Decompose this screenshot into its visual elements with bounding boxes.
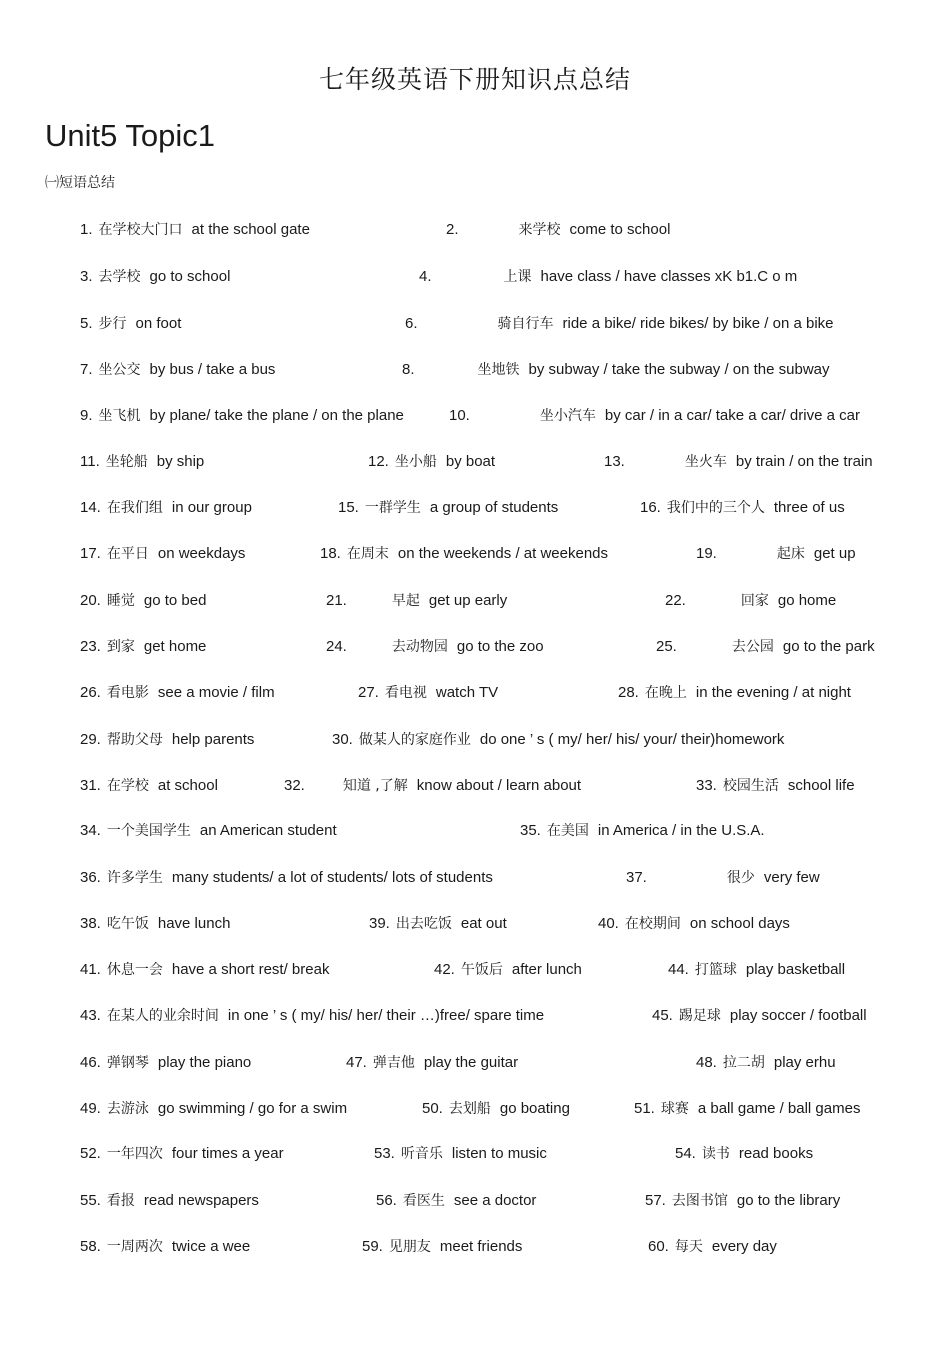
phrase-chinese: 读书	[701, 1146, 730, 1162]
phrase-english: play the guitar	[423, 1054, 519, 1071]
phrase-row	[0, 497, 950, 519]
phrase-item	[419, 266, 797, 288]
phrase-item	[665, 590, 836, 612]
phrase-chinese: 去学校	[98, 269, 141, 285]
phrase-number: 13.	[604, 453, 625, 470]
phrase-item	[80, 405, 404, 427]
phrase-english: a group of students	[429, 499, 559, 516]
phrase-number: 1.	[80, 221, 93, 238]
phrase-chinese: 一个美国学生	[106, 823, 191, 839]
phrase-english: on weekdays	[157, 545, 246, 562]
phrase-chinese: 知道 ,了解	[342, 778, 408, 794]
document-title: 七年级英语下册知识点总结	[318, 65, 631, 94]
phrase-chinese: 校园生活	[722, 778, 779, 794]
phrase-item	[338, 497, 558, 519]
phrase-number: 26.	[80, 684, 101, 701]
phrase-english: get up	[813, 545, 856, 562]
phrase-chinese: 来学校	[518, 222, 561, 238]
phrase-english: after lunch	[511, 961, 582, 978]
phrase-chinese: 许多学生	[106, 870, 163, 886]
section-label: ㈠短语总结	[45, 175, 115, 191]
phrase-number: 50.	[422, 1100, 443, 1117]
phrase-row	[0, 1005, 950, 1027]
phrase-number: 54.	[675, 1145, 696, 1162]
phrase-number: 35.	[520, 822, 541, 839]
phrase-item	[80, 1052, 251, 1074]
phrase-number: 55.	[80, 1192, 101, 1209]
phrase-number: 20.	[80, 592, 101, 609]
phrase-english: on foot	[135, 315, 182, 332]
phrase-english: by car / in a car/ take a car/ drive a car	[604, 407, 860, 424]
phrase-number: 8.	[402, 361, 415, 378]
phrase-english: in America / in the U.S.A.	[597, 822, 765, 839]
phrase-number: 33.	[696, 777, 717, 794]
phrase-chinese: 一群学生	[364, 500, 421, 516]
phrase-english: watch TV	[435, 684, 499, 701]
phrase-chinese: 看医生	[402, 1193, 445, 1209]
phrase-number: 32.	[284, 777, 305, 794]
phrase-chinese: 一年四次	[106, 1146, 163, 1162]
phrase-item	[284, 775, 581, 797]
phrase-english: by ship	[156, 453, 205, 470]
phrase-item	[80, 1098, 347, 1120]
phrase-chinese: 在平日	[106, 546, 149, 562]
phrase-row	[0, 219, 950, 241]
phrase-english: read newspapers	[143, 1192, 259, 1209]
phrase-number: 30.	[332, 731, 353, 748]
phrase-number: 47.	[346, 1054, 367, 1071]
phrase-number: 2.	[446, 221, 459, 238]
phrase-english: at the school gate	[191, 221, 310, 238]
phrase-chinese: 见朋友	[388, 1239, 431, 1255]
phrase-row	[0, 636, 950, 658]
phrase-row	[0, 451, 950, 473]
phrase-chinese: 去游泳	[106, 1101, 149, 1117]
phrase-item	[80, 451, 204, 473]
phrase-item	[332, 729, 784, 751]
phrase-chinese: 看报	[106, 1193, 135, 1209]
phrase-number: 46.	[80, 1054, 101, 1071]
phrase-number: 29.	[80, 731, 101, 748]
phrase-row	[0, 1236, 950, 1258]
phrase-item	[648, 1236, 777, 1258]
phrase-row	[0, 1190, 950, 1212]
phrase-item	[80, 219, 310, 241]
phrase-english: come to school	[569, 221, 671, 238]
phrase-english: meet friends	[439, 1238, 523, 1255]
phrase-row	[0, 405, 950, 427]
phrase-item	[80, 497, 252, 519]
phrase-item	[434, 959, 582, 981]
phrase-english: on school days	[689, 915, 790, 932]
phrase-chinese: 出去吃饭	[395, 916, 452, 932]
phrase-item	[446, 219, 670, 241]
phrase-chinese: 坐地铁	[477, 362, 520, 378]
phrase-english: go to school	[149, 268, 231, 285]
phrase-chinese: 帮助父母	[106, 732, 163, 748]
phrase-number: 6.	[405, 315, 418, 332]
phrase-number: 42.	[434, 961, 455, 978]
phrase-chinese: 在我们组	[106, 500, 163, 516]
phrase-chinese: 睡觉	[106, 593, 135, 609]
phrase-item	[80, 867, 493, 889]
phrase-chinese: 很少	[726, 870, 755, 886]
phrase-item	[80, 820, 337, 842]
phrase-chinese: 看电影	[106, 685, 149, 701]
phrase-number: 34.	[80, 822, 101, 839]
phrase-number: 37.	[626, 869, 647, 886]
phrase-english: go to the library	[736, 1192, 841, 1209]
phrase-chinese: 回家	[740, 593, 769, 609]
phrase-number: 51.	[634, 1100, 655, 1117]
phrase-row	[0, 590, 950, 612]
phrase-number: 39.	[369, 915, 390, 932]
phrase-item	[668, 959, 845, 981]
phrase-row	[0, 775, 950, 797]
phrase-row	[0, 867, 950, 889]
phrase-item	[346, 1052, 518, 1074]
phrase-item	[80, 1005, 544, 1027]
phrase-english: by subway / take the subway / on the subway	[528, 361, 830, 378]
phrase-chinese: 看电视	[384, 685, 427, 701]
phrase-number: 40.	[598, 915, 619, 932]
phrase-item	[80, 682, 275, 704]
phrase-english: by train / on the train	[735, 453, 873, 470]
phrase-chinese: 弹吉他	[372, 1055, 415, 1071]
phrase-chinese: 弹钢琴	[106, 1055, 149, 1071]
phrase-english: help parents	[171, 731, 255, 748]
phrase-english: play soccer / football	[729, 1007, 867, 1024]
phrase-chinese: 去图书馆	[671, 1193, 728, 1209]
phrase-english: twice a wee	[171, 1238, 251, 1255]
phrase-english: at school	[157, 777, 218, 794]
phrase-chinese: 坐火车	[684, 454, 727, 470]
phrase-chinese: 听音乐	[400, 1146, 443, 1162]
phrase-number: 28.	[618, 684, 639, 701]
phrase-item	[626, 867, 820, 889]
phrase-number: 44.	[668, 961, 689, 978]
phrase-number: 19.	[696, 545, 717, 562]
phrase-english: go to the park	[782, 638, 875, 655]
phrase-row	[0, 729, 950, 751]
phrase-item	[675, 1143, 813, 1165]
phrase-number: 36.	[80, 869, 101, 886]
phrase-number: 5.	[80, 315, 93, 332]
phrase-row	[0, 1143, 950, 1165]
phrase-english: play basketball	[745, 961, 846, 978]
phrase-item	[80, 543, 245, 565]
phrase-english: do one ’ s ( my/ her/ his/ your/ their)homework	[479, 731, 785, 748]
phrase-item	[320, 543, 608, 565]
phrase-chinese: 在某人的业余时间	[106, 1008, 219, 1024]
phrase-chinese: 球赛	[660, 1101, 689, 1117]
phrase-english: a ball game / ball games	[697, 1100, 861, 1117]
phrase-number: 21.	[326, 592, 347, 609]
phrase-item	[402, 359, 830, 381]
phrase-number: 25.	[656, 638, 677, 655]
phrase-item	[656, 636, 875, 658]
phrase-number: 31.	[80, 777, 101, 794]
phrase-chinese: 吃午饭	[106, 916, 149, 932]
phrase-number: 15.	[338, 499, 359, 516]
phrase-item	[634, 1098, 860, 1120]
phrase-chinese: 在学校	[106, 778, 149, 794]
phrase-chinese: 打篮球	[694, 962, 737, 978]
phrase-english: have lunch	[157, 915, 231, 932]
phrase-row	[0, 1098, 950, 1120]
phrase-item	[645, 1190, 840, 1212]
phrase-chinese: 坐轮船	[105, 454, 148, 470]
phrase-chinese: 在周末	[346, 546, 389, 562]
phrase-item	[368, 451, 495, 473]
phrase-number: 9.	[80, 407, 93, 424]
phrase-number: 23.	[80, 638, 101, 655]
phrase-number: 59.	[362, 1238, 383, 1255]
phrase-english: listen to music	[451, 1145, 547, 1162]
phrase-chinese: 做某人的家庭作业	[358, 732, 471, 748]
unit-heading: Unit5 Topic1	[45, 118, 216, 153]
phrase-row	[0, 313, 950, 335]
phrase-item	[422, 1098, 570, 1120]
phrase-item	[358, 682, 498, 704]
phrase-item	[520, 820, 765, 842]
phrase-chinese: 坐公交	[98, 362, 141, 378]
phrase-english: in one ’ s ( my/ his/ her/ their …)free/ spare time	[227, 1007, 545, 1024]
phrase-item	[449, 405, 860, 427]
phrase-number: 45.	[652, 1007, 673, 1024]
phrase-item	[696, 775, 855, 797]
phrase-item	[80, 1236, 250, 1258]
phrase-chinese: 在校期间	[624, 916, 681, 932]
phrase-number: 7.	[80, 361, 93, 378]
phrase-row	[0, 543, 950, 565]
phrase-item	[80, 775, 218, 797]
phrase-number: 14.	[80, 499, 101, 516]
phrase-english: see a movie / film	[157, 684, 275, 701]
phrase-english: every day	[711, 1238, 777, 1255]
phrase-chinese: 起床	[776, 546, 805, 562]
phrase-row	[0, 1052, 950, 1074]
phrase-row	[0, 913, 950, 935]
phrase-english: by boat	[445, 453, 496, 470]
phrase-number: 18.	[320, 545, 341, 562]
phrase-item	[640, 497, 845, 519]
phrase-number: 3.	[80, 268, 93, 285]
phrase-number: 38.	[80, 915, 101, 932]
phrase-item	[374, 1143, 547, 1165]
phrase-item	[80, 636, 206, 658]
phrase-item	[80, 1143, 284, 1165]
phrase-chinese: 上课	[503, 269, 532, 285]
phrase-row	[0, 820, 950, 842]
phrase-english: school life	[787, 777, 855, 794]
phrase-english: go swimming / go for a swim	[157, 1100, 348, 1117]
phrase-number: 49.	[80, 1100, 101, 1117]
phrase-number: 58.	[80, 1238, 101, 1255]
phrase-item	[369, 913, 507, 935]
phrase-item	[80, 1190, 259, 1212]
phrase-english: many students/ a lot of students/ lots of students	[171, 869, 493, 886]
phrase-chinese: 坐小船	[394, 454, 437, 470]
phrase-english: in our group	[171, 499, 252, 516]
phrase-item	[618, 682, 851, 704]
phrase-number: 60.	[648, 1238, 669, 1255]
phrase-chinese: 在晚上	[644, 685, 687, 701]
phrase-english: have a short rest/ break	[171, 961, 330, 978]
phrase-chinese: 在学校大门口	[98, 222, 183, 238]
phrase-number: 22.	[665, 592, 686, 609]
phrase-number: 52.	[80, 1145, 101, 1162]
phrase-number: 43.	[80, 1007, 101, 1024]
phrase-english: eat out	[460, 915, 507, 932]
phrase-chinese: 坐飞机	[98, 408, 141, 424]
phrase-english: know about / learn about	[416, 777, 582, 794]
phrase-number: 11.	[80, 453, 100, 470]
phrase-chinese: 拉二胡	[722, 1055, 765, 1071]
phrase-number: 12.	[368, 453, 389, 470]
phrase-row	[0, 359, 950, 381]
phrase-chinese: 到家	[106, 639, 135, 655]
phrase-chinese: 午饭后	[460, 962, 503, 978]
phrase-chinese: 在美国	[546, 823, 589, 839]
phrase-english: play erhu	[773, 1054, 836, 1071]
phrase-chinese: 踢足球	[678, 1008, 721, 1024]
phrase-chinese: 一周两次	[106, 1239, 163, 1255]
phrase-english: go boating	[499, 1100, 570, 1117]
phrase-item	[405, 313, 834, 335]
phrase-item	[696, 1052, 836, 1074]
phrase-chinese: 去划船	[448, 1101, 491, 1117]
phrase-number: 4.	[419, 268, 432, 285]
phrase-number: 10.	[449, 407, 470, 424]
phrase-chinese: 早起	[391, 593, 420, 609]
phrase-item	[376, 1190, 536, 1212]
phrase-english: by plane/ take the plane / on the plane	[149, 407, 404, 424]
phrase-english: in the evening / at night	[695, 684, 851, 701]
phrase-item	[80, 266, 230, 288]
phrase-item	[80, 359, 275, 381]
phrase-english: go home	[777, 592, 837, 609]
phrase-english: get home	[143, 638, 207, 655]
phrase-chinese: 坐小汽车	[539, 408, 596, 424]
phrase-item	[80, 729, 254, 751]
phrase-chinese: 去公园	[731, 639, 774, 655]
phrase-item	[696, 543, 856, 565]
phrase-number: 24.	[326, 638, 347, 655]
phrase-item	[80, 913, 230, 935]
phrase-item	[326, 636, 544, 658]
phrase-item	[80, 313, 181, 335]
phrase-english: three of us	[773, 499, 845, 516]
phrase-chinese: 休息一会	[106, 962, 163, 978]
phrase-number: 27.	[358, 684, 379, 701]
phrase-english: go to bed	[143, 592, 207, 609]
phrase-chinese: 我们中的三个人	[666, 500, 765, 516]
phrase-english: go to the zoo	[456, 638, 544, 655]
phrase-number: 41.	[80, 961, 101, 978]
phrase-row	[0, 682, 950, 704]
phrase-english: very few	[763, 869, 820, 886]
phrase-number: 16.	[640, 499, 661, 516]
phrase-english: read books	[738, 1145, 814, 1162]
phrase-item	[80, 959, 329, 981]
phrase-row	[0, 959, 950, 981]
phrase-chinese: 去动物园	[391, 639, 448, 655]
phrase-number: 56.	[376, 1192, 397, 1209]
phrase-chinese: 每天	[674, 1239, 703, 1255]
phrase-english: ride a bike/ ride bikes/ by bike / on a bike	[562, 315, 834, 332]
phrase-number: 17.	[80, 545, 101, 562]
phrase-english: four times a year	[171, 1145, 284, 1162]
phrase-english: play the piano	[157, 1054, 252, 1071]
phrase-english: an American student	[199, 822, 337, 839]
phrase-number: 57.	[645, 1192, 666, 1209]
phrase-english: by bus / take a bus	[149, 361, 276, 378]
phrase-chinese: 步行	[98, 316, 127, 332]
phrase-english: have class / have classes xK b1.C o m	[540, 268, 798, 285]
phrase-number: 53.	[374, 1145, 395, 1162]
phrase-english: see a doctor	[453, 1192, 537, 1209]
phrase-english: get up early	[428, 592, 508, 609]
phrase-number: 48.	[696, 1054, 717, 1071]
phrase-item	[652, 1005, 867, 1027]
phrase-item	[598, 913, 790, 935]
phrase-item	[604, 451, 873, 473]
phrase-chinese: 骑自行车	[497, 316, 554, 332]
phrase-row	[0, 266, 950, 288]
phrase-item	[362, 1236, 522, 1258]
phrase-english: on the weekends / at weekends	[397, 545, 608, 562]
